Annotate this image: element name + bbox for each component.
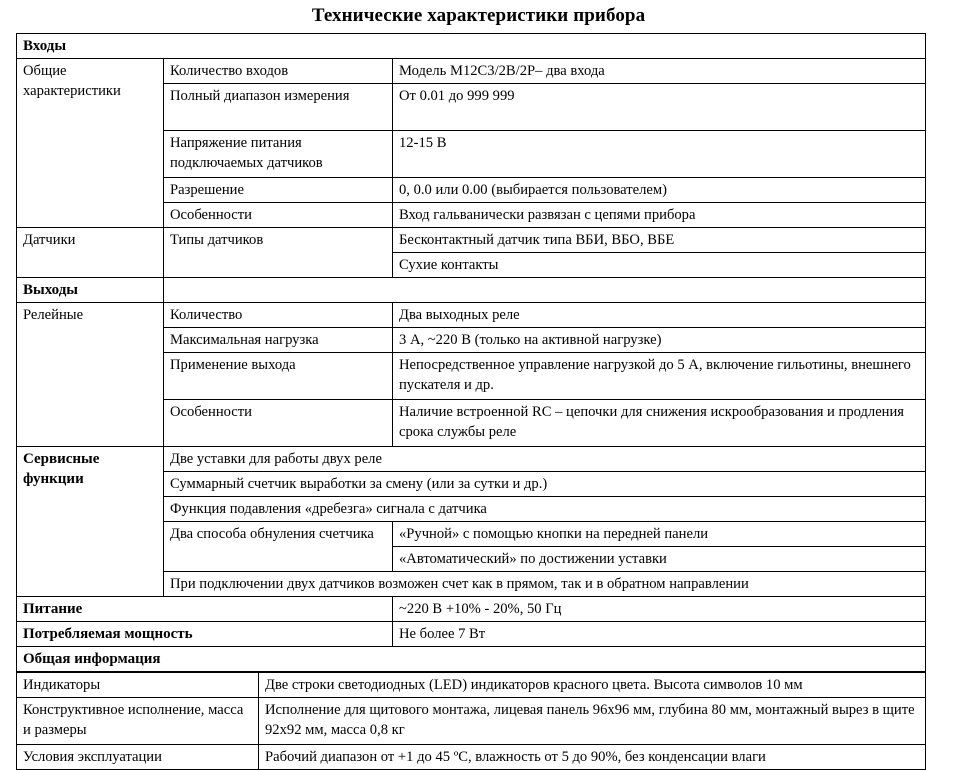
param-relay-count: Количество bbox=[164, 303, 393, 328]
param-max-load: Максимальная нагрузка bbox=[164, 328, 393, 353]
param-measurement-range: Полный диапазон измерения bbox=[164, 84, 393, 131]
param-reset-methods: Два способа обнуления счетчика bbox=[164, 522, 393, 572]
value-resolution: 0, 0.0 или 0.00 (выбирается пользователем) bbox=[393, 178, 926, 203]
table-row-section-outputs bbox=[17, 278, 926, 303]
rowgroup-label-general: Общие характеристики bbox=[17, 59, 164, 228]
param-construction: Конструктивное исполнение, масса и размеры bbox=[17, 698, 259, 745]
table-row bbox=[17, 228, 926, 253]
value-measurement-range: От 0.01 до 999 999 bbox=[393, 84, 926, 131]
param-output-application: Применение выхода bbox=[164, 353, 393, 400]
param-operating-conditions: Условия эксплуатации bbox=[17, 745, 259, 770]
value-relay-count: Два выходных реле bbox=[393, 303, 926, 328]
param-output-features: Особенности bbox=[164, 400, 393, 447]
value-input-features: Вход гальванически развязан с цепями прибора bbox=[393, 203, 926, 228]
general-info-table bbox=[16, 672, 926, 770]
rowgroup-label-relay: Релейные bbox=[17, 303, 164, 447]
value-output-features: Наличие встроенной RC – цепочки для снижения искрообразования и продления срока службы реле bbox=[393, 400, 926, 447]
param-power-consumption: Потребляемая мощность bbox=[17, 622, 393, 647]
section-header-outputs-filler bbox=[164, 278, 926, 303]
specifications-table bbox=[16, 33, 926, 672]
value-power-supply: ~220 В +10% - 20%, 50 Гц bbox=[393, 597, 926, 622]
value-reset-manual: «Ручной» с помощью кнопки на передней панели bbox=[393, 522, 926, 547]
section-header-outputs: Выходы bbox=[17, 278, 164, 303]
section-header-general-info: Общая информация bbox=[17, 647, 926, 672]
value-construction: Исполнение для щитового монтажа, лицевая панель 96х96 мм, глубина 80 мм, монтажный вырез в щите 92х92 мм, масса 0,8 кг bbox=[259, 698, 926, 745]
rowgroup-label-service: Сервисные функции bbox=[17, 447, 164, 597]
param-input-features: Особенности bbox=[164, 203, 393, 228]
param-sensor-types: Типы датчиков bbox=[164, 228, 393, 278]
value-reset-automatic: «Автоматический» по достижении уставки bbox=[393, 547, 926, 572]
table-row bbox=[17, 597, 926, 622]
param-indicators: Индикаторы bbox=[17, 673, 259, 698]
value-sensor-supply-voltage: 12-15 В bbox=[393, 131, 926, 178]
service-row-bidirectional-count: При подключении двух датчиков возможен счет как в прямом, так и в обратном направлении bbox=[164, 572, 926, 597]
value-power-consumption: Не более 7 Вт bbox=[393, 622, 926, 647]
table-row-section-general-info bbox=[17, 647, 926, 672]
section-header-inputs: Входы bbox=[17, 34, 926, 59]
service-row-setpoints: Две уставки для работы двух реле bbox=[164, 447, 926, 472]
rowgroup-label-sensors: Датчики bbox=[17, 228, 164, 278]
value-indicators: Две строки светодиодных (LED) индикаторов красного цвета. Высота символов 10 мм bbox=[259, 673, 926, 698]
value-sensor-types: Бесконтактный датчик типа ВБИ, ВБО, ВБЕ bbox=[393, 228, 926, 253]
table-row-section-inputs bbox=[17, 34, 926, 59]
value-output-application: Непосредственное управление нагрузкой до 5 А, включение гильотины, внешнего пускателя и др. bbox=[393, 353, 926, 400]
value-max-load: 3 А, ~220 В (только на активной нагрузке) bbox=[393, 328, 926, 353]
table-row bbox=[17, 698, 926, 745]
param-sensor-supply-voltage: Напряжение питания подключаемых датчиков bbox=[164, 131, 393, 178]
value-dry-contacts: Сухие контакты bbox=[393, 253, 926, 278]
param-input-count: Количество входов bbox=[164, 59, 393, 84]
table-row bbox=[17, 59, 926, 84]
table-row bbox=[17, 622, 926, 647]
table-row bbox=[17, 303, 926, 328]
value-operating-conditions: Рабочий диапазон от +1 до 45 ºС, влажность от 5 до 90%, без конденсации влаги bbox=[259, 745, 926, 770]
param-resolution: Разрешение bbox=[164, 178, 393, 203]
table-row bbox=[17, 447, 926, 472]
service-row-debounce: Функция подавления «дребезга» сигнала с датчика bbox=[164, 497, 926, 522]
service-row-shift-counter: Суммарный счетчик выработки за смену (или за сутки и др.) bbox=[164, 472, 926, 497]
table-row bbox=[17, 745, 926, 770]
table-row bbox=[17, 673, 926, 698]
page-title: Технические характеристики прибора bbox=[311, 5, 646, 26]
param-power-supply: Питание bbox=[17, 597, 393, 622]
value-input-count: Модель М12С3/2В/2Р– два входа bbox=[393, 59, 926, 84]
